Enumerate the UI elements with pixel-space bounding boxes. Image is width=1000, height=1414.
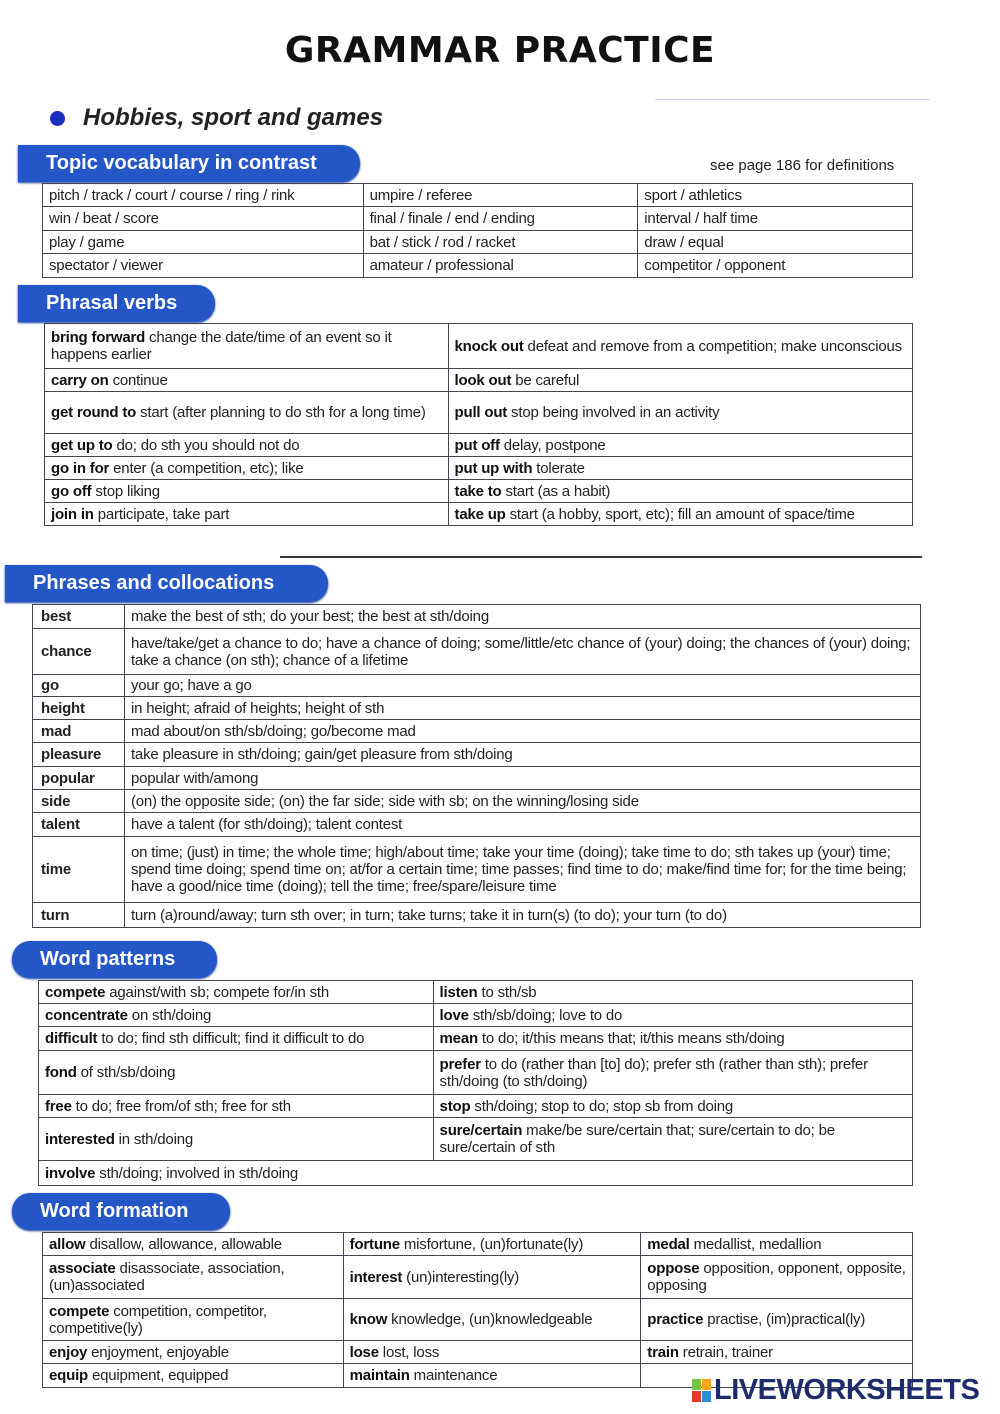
definition: continue — [108, 371, 168, 389]
table-cell — [39, 981, 434, 1004]
definition: to sth/sb — [477, 983, 537, 1001]
definition: stop being involved in an activity — [507, 404, 720, 421]
table-cell — [39, 1118, 434, 1161]
table-cell — [343, 1256, 641, 1299]
definition: sth/doing; stop to do; stop sb from doing — [470, 1097, 734, 1115]
definition: to do (rather than [to] do); prefer sth (rather than sth); prefer sth/doing (to sth/doing) — [439, 1055, 868, 1090]
table-row — [43, 231, 913, 254]
table-cell — [448, 392, 912, 434]
table-row — [33, 720, 921, 743]
table-cell: in height; afraid of heights; height of sth — [124, 697, 920, 720]
definition: enjoyment, enjoyable — [87, 1343, 229, 1361]
table-row — [33, 675, 921, 697]
headword: put up with — [454, 459, 533, 477]
headword: carry on — [51, 371, 109, 389]
definition: of sth/sb/doing — [76, 1064, 176, 1081]
definition: retrain, trainer — [678, 1343, 773, 1361]
table-cell — [45, 503, 449, 526]
table-row — [39, 1118, 913, 1161]
table-cell — [45, 480, 449, 503]
definition: to do; it/this means that; it/this means sth/doing — [477, 1030, 785, 1047]
table-row — [43, 1341, 913, 1364]
table-cell — [343, 1364, 641, 1388]
table-cell: turn (a)round/away; turn sth over; in turn; take turns; take it in turn(s) (to do); your turn (to do) — [124, 903, 920, 928]
table-row — [33, 629, 921, 675]
headword: difficult — [45, 1030, 98, 1047]
phrasal-verbs-table — [44, 323, 913, 526]
table-cell: bat / stick / rod / racket — [363, 231, 638, 254]
table-row — [45, 434, 913, 457]
table-cell — [433, 1118, 912, 1161]
table-cell — [433, 1051, 912, 1095]
table-cell: spectator / viewer — [43, 254, 364, 278]
table-cell: popular — [33, 767, 125, 790]
headword: listen — [439, 983, 478, 1001]
headword: equip — [49, 1367, 88, 1384]
bullet-icon — [50, 111, 65, 126]
table-row — [39, 1095, 913, 1118]
headword: sure/certain — [439, 1122, 523, 1139]
table-cell: popular with/among — [124, 767, 920, 790]
headword: medal — [647, 1235, 690, 1253]
headword: interest — [349, 1268, 403, 1286]
table-cell: play / game — [43, 231, 364, 254]
definition: against/with sb; compete for/in sth — [105, 983, 330, 1001]
table-row — [43, 1299, 913, 1341]
headword: fond — [45, 1064, 77, 1081]
headword: lose — [349, 1343, 379, 1361]
definition: equipment, equipped — [88, 1367, 229, 1384]
divider — [280, 556, 922, 558]
table-cell — [39, 1051, 434, 1095]
definition: make/be sure/certain that; sure/certain to do; be sure/certain of sth — [439, 1122, 835, 1156]
table-row — [39, 981, 913, 1004]
headword: pull out — [454, 404, 508, 421]
table-cell: best — [33, 605, 125, 629]
section-heading: Hobbies, sport and games — [83, 104, 384, 131]
table-cell — [433, 1027, 912, 1051]
definition: opposition, opponent, opposite, opposing — [647, 1260, 906, 1294]
headword: stop — [439, 1097, 471, 1115]
table-cell: final / finale / end / ending — [363, 207, 638, 231]
table-cell: mad about/on sth/sb/doing; go/become mad — [124, 720, 920, 743]
definition: competition, competitor, competitive(ly) — [49, 1302, 267, 1337]
table-cell — [39, 1161, 913, 1186]
table-cell: talent — [33, 813, 125, 837]
definition: be careful — [511, 371, 580, 389]
table-row — [33, 903, 921, 928]
table-cell — [641, 1233, 913, 1256]
table-cell: draw / equal — [638, 231, 913, 254]
headword: join in — [51, 505, 94, 523]
phrases-collocations-table — [32, 604, 921, 928]
table-cell — [433, 1095, 912, 1118]
phrasal-verbs-header: Phrasal verbs — [18, 285, 215, 322]
headword: compete — [49, 1302, 110, 1320]
table-cell — [448, 369, 912, 392]
table-cell: time — [33, 837, 125, 903]
table-cell — [343, 1341, 641, 1364]
headword: go in for — [51, 459, 110, 477]
definition: on sth/doing — [127, 1006, 212, 1024]
table-row — [39, 1004, 913, 1027]
table-cell — [45, 434, 449, 457]
table-cell — [448, 457, 912, 480]
headword: take up — [454, 505, 506, 523]
definition: delay, postpone — [499, 436, 606, 454]
table-cell: chance — [33, 629, 125, 675]
table-cell: interval / half time — [638, 207, 913, 231]
definition: lost, loss — [378, 1343, 440, 1361]
table-cell: your go; have a go — [124, 675, 920, 697]
table-cell: take pleasure in sth/doing; gain/get pleasure from sth/doing — [124, 743, 920, 767]
headword: bring forward — [51, 329, 146, 346]
table-cell — [641, 1341, 913, 1364]
headword: fortune — [349, 1235, 400, 1253]
headword: get up to — [51, 436, 113, 454]
table-cell: competitor / opponent — [638, 254, 913, 278]
table-row — [43, 1256, 913, 1299]
headword: practice — [647, 1311, 704, 1328]
headword: get round to — [51, 404, 137, 421]
table-cell: height — [33, 697, 125, 720]
table-cell: on time; (just) in time; the whole time; high/about time; take your time (doing); take time to do; sth takes up (your) time; spend time doing; spend time on; at/for a certain time; time passes; find time to do; make/find time for; for the time being; have a good/nice time (doing); tell the time; free/spare/leisure time — [124, 837, 920, 903]
table-cell — [43, 1299, 344, 1341]
table-cell: amateur / professional — [363, 254, 638, 278]
headword: concentrate — [45, 1006, 128, 1024]
headword: know — [349, 1311, 388, 1328]
table-cell — [43, 1256, 344, 1299]
table-row — [33, 697, 921, 720]
headword: interested — [45, 1130, 115, 1148]
definition: sth/sb/doing; love to do — [468, 1006, 623, 1024]
logo-icon — [692, 1379, 711, 1402]
definition: change the date/time of an event so it happens earlier — [51, 329, 392, 363]
headword: love — [439, 1006, 469, 1024]
definition: practise, (im)practical(ly) — [703, 1311, 866, 1328]
definitions-note: see page 186 for definitions — [710, 157, 895, 174]
definition: to do; free from/of sth; free for sth — [71, 1097, 291, 1115]
table-cell: mad — [33, 720, 125, 743]
table-row — [45, 503, 913, 526]
headword: go off — [51, 482, 92, 500]
table-cell: sport / athletics — [638, 184, 913, 207]
headword: train — [647, 1343, 679, 1361]
definition: sth/doing; involved in sth/doing — [95, 1164, 299, 1182]
table-row — [33, 813, 921, 837]
definition: (un)interesting(ly) — [402, 1268, 520, 1286]
definition: disassociate, association, (un)associated — [49, 1260, 285, 1294]
topic-vocabulary-header: Topic vocabulary in contrast — [18, 145, 360, 182]
table-cell — [45, 392, 449, 434]
table-cell: pleasure — [33, 743, 125, 767]
headword: involve — [45, 1164, 96, 1182]
table-row — [45, 480, 913, 503]
table-cell: have/take/get a chance to do; have a chance of doing; some/little/etc chance of (your) doing; the chances of (your) doing; take a chance (on sth); chance of a lifetime — [124, 629, 920, 675]
table-cell: side — [33, 790, 125, 813]
headword: free — [45, 1097, 72, 1115]
table-cell — [448, 503, 912, 526]
definition: disallow, allowance, allowable — [85, 1235, 282, 1253]
table-cell — [448, 324, 912, 369]
table-cell — [448, 480, 912, 503]
table-row — [39, 1027, 913, 1051]
table-cell — [39, 1027, 434, 1051]
table-row — [43, 1233, 913, 1256]
table-cell — [343, 1299, 641, 1341]
definition: in sth/doing — [114, 1130, 193, 1148]
table-cell — [45, 369, 449, 392]
table-row — [45, 392, 913, 434]
table-row — [39, 1161, 913, 1186]
table-row — [43, 184, 913, 207]
headword: knock out — [454, 337, 524, 355]
table-cell — [343, 1233, 641, 1256]
definition: defeat and remove from a competition; make unconscious — [523, 337, 902, 355]
definition: knowledge, (un)knowledgeable — [387, 1311, 593, 1328]
headword: associate — [49, 1260, 116, 1277]
headword: take to — [454, 482, 502, 500]
headword: compete — [45, 983, 106, 1001]
page-title: GRAMMAR PRACTICE — [284, 30, 716, 71]
table-cell — [43, 1341, 344, 1364]
headword: oppose — [647, 1260, 700, 1277]
definition: maintenance — [409, 1367, 498, 1384]
table-cell — [43, 1233, 344, 1256]
topic-vocabulary-table — [42, 183, 913, 278]
table-cell: turn — [33, 903, 125, 928]
table-row — [45, 369, 913, 392]
table-cell — [641, 1256, 913, 1299]
table-row — [33, 837, 921, 903]
definition: medallist, medallion — [689, 1235, 822, 1253]
word-patterns-table — [38, 980, 913, 1186]
table-cell: win / beat / score — [43, 207, 364, 231]
divider — [655, 99, 930, 100]
headword: maintain — [349, 1367, 410, 1384]
table-cell: make the best of sth; do your best; the best at sth/doing — [124, 605, 920, 629]
table-row — [33, 790, 921, 813]
table-row — [43, 254, 913, 278]
table-row — [45, 457, 913, 480]
table-row — [43, 207, 913, 231]
table-row — [33, 767, 921, 790]
logo-text: LIVEWORKSHEETS — [714, 1374, 980, 1406]
definition: stop liking — [91, 482, 160, 500]
table-cell — [433, 1004, 912, 1027]
definition: tolerate — [532, 459, 585, 477]
word-formation-table — [42, 1232, 913, 1388]
definition: start (after planning to do sth for a long time) — [136, 404, 426, 421]
table-cell: (on) the opposite side; (on) the far side; side with sb; on the winning/losing side — [124, 790, 920, 813]
table-row — [33, 605, 921, 629]
table-cell: go — [33, 675, 125, 697]
table-cell — [448, 434, 912, 457]
headword: look out — [454, 371, 512, 389]
headword: enjoy — [49, 1343, 88, 1361]
headword: mean — [439, 1030, 478, 1047]
table-cell — [45, 457, 449, 480]
table-cell — [43, 1364, 344, 1388]
definition: enter (a competition, etc); like — [109, 459, 304, 477]
phrases-collocations-header: Phrases and collocations — [5, 565, 328, 602]
liveworksheets-logo — [692, 1374, 979, 1407]
definition: do; do sth you should not do — [112, 436, 300, 454]
definition: misfortune, (un)fortunate(ly) — [399, 1235, 584, 1253]
headword: allow — [49, 1235, 86, 1253]
table-cell — [433, 981, 912, 1004]
table-cell: pitch / track / court / course / ring / rink — [43, 184, 364, 207]
table-row — [39, 1051, 913, 1095]
table-cell: umpire / referee — [363, 184, 638, 207]
table-cell — [641, 1299, 913, 1341]
table-cell — [39, 1004, 434, 1027]
definition: to do; find sth difficult; find it difficult to do — [97, 1030, 365, 1047]
table-row — [45, 324, 913, 369]
table-row — [33, 743, 921, 767]
definition: start (as a habit) — [501, 482, 611, 500]
definition: start (a hobby, sport, etc); fill an amount of space/time — [505, 505, 855, 523]
word-patterns-header: Word patterns — [12, 941, 217, 978]
table-cell: have a talent (for sth/doing); talent contest — [124, 813, 920, 837]
headword: put off — [454, 436, 500, 454]
table-cell — [45, 324, 449, 369]
table-cell — [39, 1095, 434, 1118]
word-formation-header: Word formation — [12, 1193, 230, 1230]
headword: prefer — [439, 1055, 481, 1073]
definition: participate, take part — [93, 505, 230, 523]
